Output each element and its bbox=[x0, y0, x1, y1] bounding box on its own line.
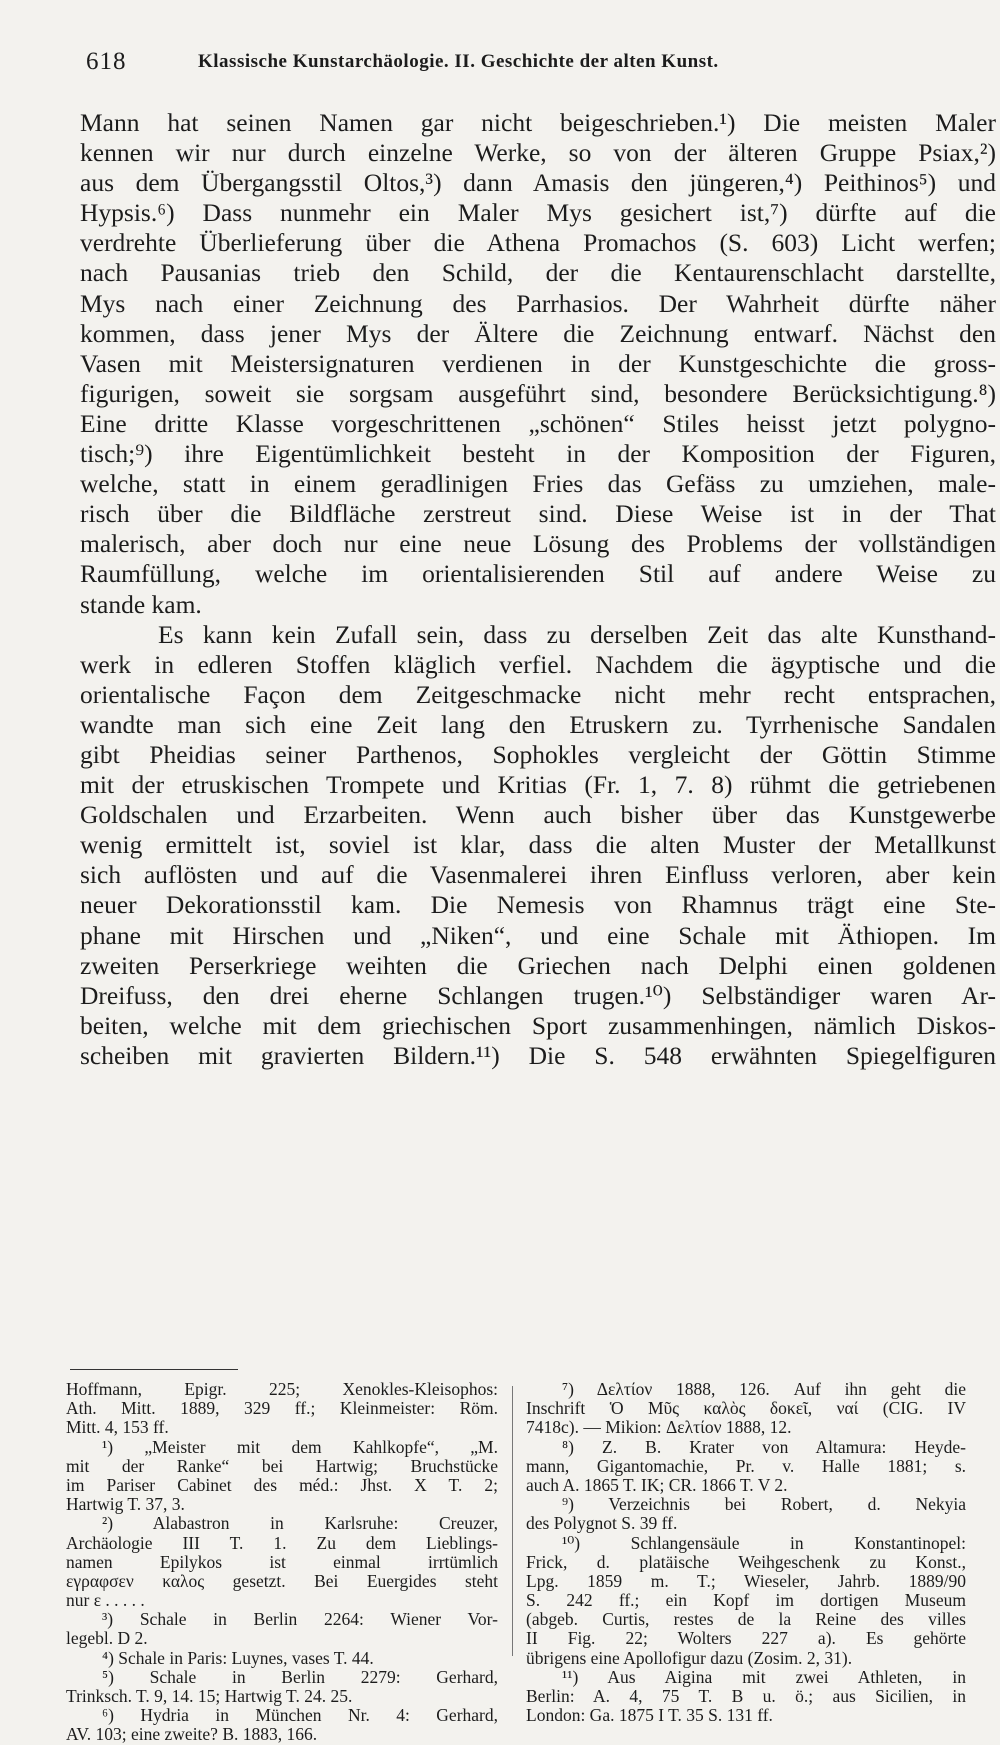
footnote-line: Berlin: A. 4, 75 T. B u. ö.; aus Sicilien, in bbox=[526, 1687, 966, 1706]
footnote-line: übrigens eine Apollofigur dazu (Zosim. 2, 31). bbox=[526, 1648, 853, 1668]
footnote-line: Lpg. 1859 m. T.; Wieseler, Jahrb. 1889/90 bbox=[526, 1571, 966, 1591]
footnote-line: Mitt. 4, 153 ff. bbox=[66, 1418, 169, 1438]
footnote-line: ¹⁰) Schlangensäule in Konstantinopel: bbox=[562, 1533, 966, 1553]
text-line: orientalische Façon dem Zeitgeschmacke nicht mehr recht entsprachen, bbox=[80, 679, 996, 709]
footnote-line: ¹) „Meister mit dem Kahlkopfe“, „M. bbox=[102, 1437, 498, 1457]
footnote-line: des Polygnot S. 39 ff. bbox=[526, 1514, 678, 1534]
text-line: Vasen mit Meistersignaturen verdienen in der Kunstgeschichte die gross- bbox=[80, 348, 996, 378]
text-line: gibt Pheidias seiner Parthenos, Sophokles vergleicht der Göttin Stimme bbox=[80, 739, 996, 769]
text-line: Mys nach einer Zeichnung des Parrhasios. Der Wahrheit dürfte näher bbox=[80, 288, 996, 318]
text-line: phane mit Hirschen und „Niken“, und eine Schale mit Äthiopen. Im bbox=[80, 920, 996, 950]
column-divider bbox=[512, 1386, 513, 1656]
page-number: 618 bbox=[86, 48, 127, 75]
text-line: stande kam. bbox=[80, 589, 202, 619]
footnote-line: ⁴) Schale in Paris: Luynes, vases T. 44. bbox=[102, 1648, 374, 1668]
text-line: neuer Dekorationsstil kam. Die Nemesis von Rhamnus trägt eine Ste- bbox=[80, 890, 996, 920]
footnote-line: S. 242 ff.; ein Kopf im dortigen Museum bbox=[526, 1591, 966, 1611]
text-line: figurigen, soweit sie sorgsam ausgeführt sind, besondere Berücksichtigung.⁸) bbox=[80, 378, 996, 408]
footnote-line: London: Ga. 1875 I T. 35 S. 131 ff. bbox=[526, 1706, 773, 1726]
text-line: Es kann kein Zufall sein, dass zu derselben Zeit das alte Kunsthand- bbox=[158, 619, 996, 649]
text-line: sich auflösten und auf die Vasenmalerei ihren Einfluss verloren, aber kein bbox=[80, 860, 996, 890]
text-line: risch über die Bildfläche zerstreut sind. Diese Weise ist in der That bbox=[80, 499, 996, 529]
running-title: Klassische Kunstarchäologie. II. Geschichte der alten Kunst. bbox=[198, 51, 719, 72]
running-header bbox=[86, 48, 886, 82]
footnote-line: AV. 103; eine zweite? B. 1883, 166. bbox=[66, 1725, 318, 1745]
text-line: Eine dritte Klasse vorgeschrittenen „schönen“ Stiles heisst jetzt polygno- bbox=[80, 408, 996, 438]
footnote-line: legebl. D 2. bbox=[66, 1629, 148, 1649]
footnote-line: auch A. 1865 T. IK; CR. 1866 T. V 2. bbox=[526, 1475, 788, 1495]
footnote-line: 7418c). — Mikion: Δελτίον 1888, 12. bbox=[526, 1418, 792, 1438]
text-line: Hypsis.⁶) Dass nunmehr ein Maler Mys gesichert ist,⁷) dürfte auf die bbox=[80, 198, 996, 228]
footnote-line: nur ε . . . . . bbox=[66, 1591, 145, 1611]
text-line: tisch;⁹) ihre Eigentümlichkeit besteht in der Komposition der Figuren, bbox=[80, 439, 996, 469]
footnote-line: ³) Schale in Berlin 2264: Wiener Vor- bbox=[102, 1610, 498, 1630]
footnote-separator bbox=[70, 1369, 238, 1370]
text-line: kennen wir nur durch einzelne Werke, so von der älteren Gruppe Psiax,²) bbox=[80, 138, 996, 168]
footnote-line: Trinksch. T. 9, 14. 15; Hartwig T. 24. 25. bbox=[66, 1687, 353, 1706]
text-line: Mann hat seinen Namen gar nicht beigeschrieben.¹) Die meisten Maler bbox=[80, 108, 996, 137]
text-line: malerisch, aber doch nur eine neue Lösung des Problems der vollständigen bbox=[80, 529, 996, 559]
footnote-line: εγραφσεν καλος gesetzt. Bei Euergides steht bbox=[66, 1571, 498, 1591]
footnote-line: im Pariser Cabinet des méd.: Jhst. X T. 2; bbox=[66, 1475, 498, 1495]
footnote-line: namen Epilykos ist einmal irrtümlich bbox=[66, 1552, 498, 1572]
text-line: aus dem Übergangsstil Oltos,³) dann Amasis den jüngeren,⁴) Peithinos⁵) und bbox=[80, 168, 996, 198]
text-line: werk in edleren Stoffen kläglich verfiel. Nachdem die ägyptische und die bbox=[80, 649, 996, 679]
text-line: wandte man sich eine Zeit lang den Etruskern zu. Tyrrhenische Sandalen bbox=[80, 709, 996, 739]
footnote-line: ⁶) Hydria in München Nr. 4: Gerhard, bbox=[102, 1706, 498, 1726]
text-line: nach Pausanias trieb den Schild, der die Kentaurenschlacht darstellte, bbox=[80, 258, 996, 288]
footnote-line: ⁹) Verzeichnis bei Robert, d. Nekyia bbox=[562, 1495, 966, 1515]
main-text bbox=[80, 108, 996, 1071]
text-line: Goldschalen und Erzarbeiten. Wenn auch bisher über das Kunstgewerbe bbox=[80, 800, 996, 830]
footnote-line: Archäologie III T. 1. Zu dem Lieblings- bbox=[66, 1533, 498, 1553]
footnote-line: mann, Gigantomachie, Pr. v. Halle 1881; s. bbox=[526, 1456, 966, 1476]
footnote-line: (abgeb. Curtis, restes de la Reine des villes bbox=[526, 1610, 966, 1630]
footnote-line: ⁵) Schale in Berlin 2279: Gerhard, bbox=[102, 1667, 498, 1687]
footnote-line: ⁸) Z. B. Krater von Altamura: Heyde- bbox=[562, 1437, 966, 1457]
text-line: wenig ermittelt ist, soviel ist klar, dass die alten Muster der Metallkunst bbox=[80, 830, 996, 860]
text-line: kommen, dass jener Mys der Ältere die Zeichnung entwarf. Nächst den bbox=[80, 318, 996, 348]
footnote-line: Inschrift Ὁ Μῦς καλὸς δοκεῖ, ναί (CIG. IV bbox=[526, 1399, 966, 1419]
footnote-line: Hoffmann, Epigr. 225; Xenokles-Kleisophos: bbox=[66, 1380, 498, 1399]
text-line: welche, statt in einem geradlinigen Fries das Gefäss zu umziehen, male- bbox=[80, 469, 996, 499]
text-line: verdrehte Überlieferung über die Athena Promachos (S. 603) Licht werfen; bbox=[80, 228, 996, 258]
text-line: scheiben mit gravierten Bildern.¹¹) Die S. 548 erwähnten Spiegelfiguren bbox=[80, 1040, 996, 1070]
text-line: zweiten Perserkriege weihten die Griechen nach Delphi einen goldenen bbox=[80, 950, 996, 980]
text-line: Dreifuss, den drei eherne Schlangen trugen.¹⁰) Selbständiger waren Ar- bbox=[80, 980, 996, 1010]
footnotes-right-column bbox=[526, 1380, 966, 1725]
footnote-line: ⁷) Δελτίον 1888, 126. Auf ihn geht die bbox=[562, 1380, 966, 1399]
footnote-line: ²) Alabastron in Karlsruhe: Creuzer, bbox=[102, 1514, 498, 1534]
footnote-line: II Fig. 22; Wolters 227 a). Es gehörte bbox=[526, 1629, 966, 1649]
footnote-line: mit der Ranke“ bei Hartwig; Bruchstücke bbox=[66, 1456, 498, 1476]
text-line: Raumfüllung, welche im orientalisierenden Stil auf andere Weise zu bbox=[80, 559, 996, 589]
footnotes-left-column bbox=[66, 1380, 498, 1745]
text-line: beiten, welche mit dem griechischen Sport zusammenhingen, nämlich Diskos- bbox=[80, 1010, 996, 1040]
text-line: mit der etruskischen Trompete und Kritias (Fr. 1, 7. 8) rühmt die getriebenen bbox=[80, 770, 996, 800]
footnote-line: Hartwig T. 37, 3. bbox=[66, 1495, 185, 1515]
footnote-line: Ath. Mitt. 1889, 329 ff.; Kleinmeister: Röm. bbox=[66, 1399, 498, 1419]
footnote-line: ¹¹) Aus Aigina mit zwei Athleten, in bbox=[562, 1667, 966, 1687]
footnote-line: Frick, d. platäische Weihgeschenk zu Konst., bbox=[526, 1552, 966, 1572]
